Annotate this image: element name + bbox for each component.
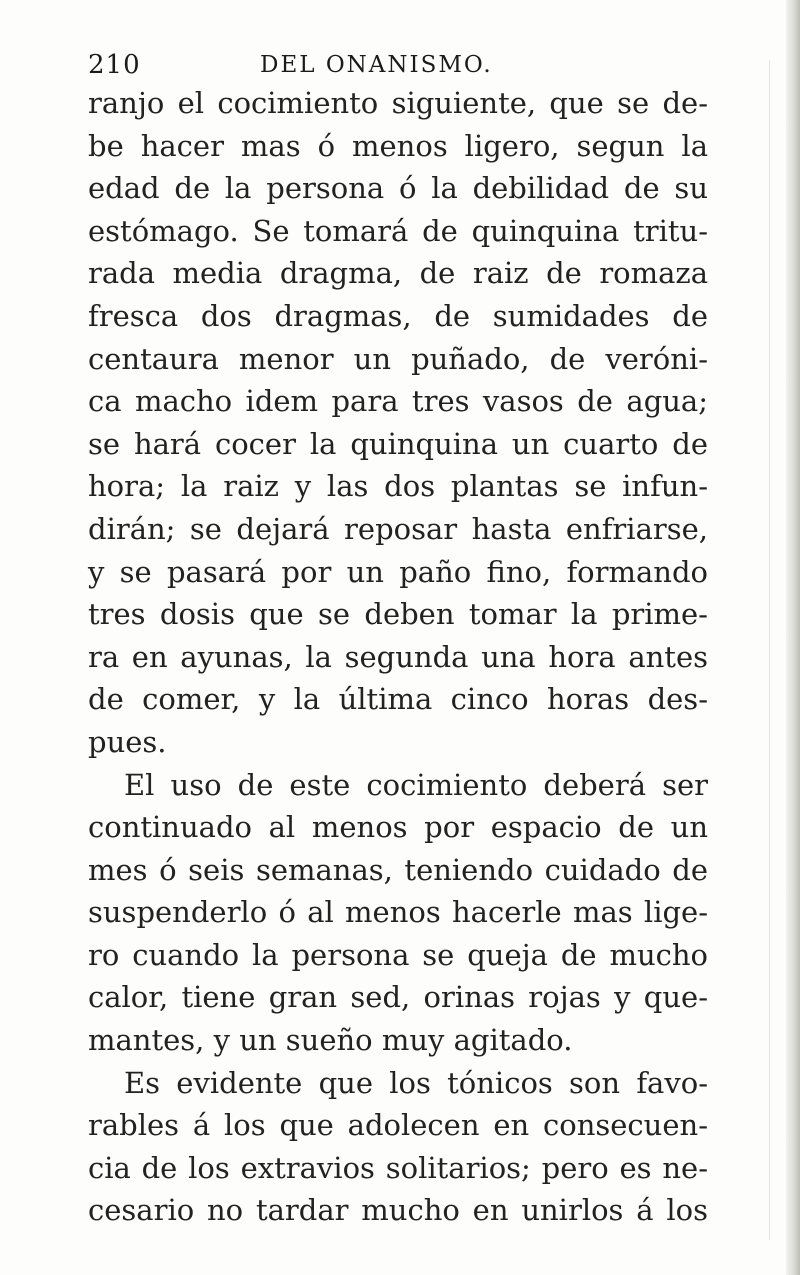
text-line: mes ó seis semanas, teniendo cuidado de	[88, 852, 708, 887]
running-head: DEL ONANISMO.	[260, 52, 493, 78]
text-line: ra en ayunas, la segunda una hora antes	[88, 639, 708, 674]
text-line: de comer, y la última cinco horas des-	[88, 682, 708, 717]
text-line: centaura menor un puñado, de veróni-	[88, 341, 708, 376]
text-line: edad de la persona ó la debilidad de su	[88, 171, 708, 206]
text-line: se hará cocer la quinquina un cuarto de	[88, 426, 708, 461]
text-line: continuado al menos por espacio de un	[88, 810, 708, 845]
text-line: dirán; se dejará reposar hasta enfriarse,	[88, 511, 708, 546]
text-line: calor, tiene gran sed, orinas rojas y que-	[88, 980, 708, 1015]
text-line: cia de los extravios solitarios; pero es ne-	[88, 1150, 708, 1185]
page-edge-shadow	[786, 0, 800, 1275]
text-line: estómago. Se tomará de quinquina tritu-	[88, 213, 708, 248]
text-line: y se pasará por un paño fino, formando	[88, 554, 708, 589]
text-line: hora; la raiz y las dos plantas se infun-	[88, 469, 708, 504]
text-line: El uso de este cocimiento deberá ser	[124, 767, 708, 802]
text-line: Es evidente que los tónicos son favo-	[124, 1065, 708, 1100]
text-line: rada media dragma, de raiz de romaza	[88, 256, 708, 291]
text-line: tres dosis que se deben tomar la prime-	[88, 597, 708, 632]
text-line: ro cuando la persona se queja de mucho	[88, 937, 708, 972]
page-number: 210	[88, 50, 141, 80]
text-line: cesario no tardar mucho en unirlos á los	[88, 1193, 708, 1228]
body-text	[88, 82, 708, 1232]
page-edge-line	[769, 60, 770, 1240]
text-line: ca macho idem para tres vasos de agua;	[88, 384, 708, 419]
text-line: fresca dos dragmas, de sumidades de	[88, 298, 708, 333]
text-line: suspenderlo ó al menos hacerle mas lige-	[88, 895, 708, 930]
text-line: be hacer mas ó menos ligero, segun la	[88, 128, 708, 163]
text-line: pues.	[88, 724, 167, 759]
text-line: rables á los que adolecen en consecuen-	[88, 1108, 708, 1143]
text-line: mantes, y un sueño muy agitado.	[88, 1023, 573, 1058]
text-line: ranjo el cocimiento siguiente, que se de-	[88, 86, 708, 120]
